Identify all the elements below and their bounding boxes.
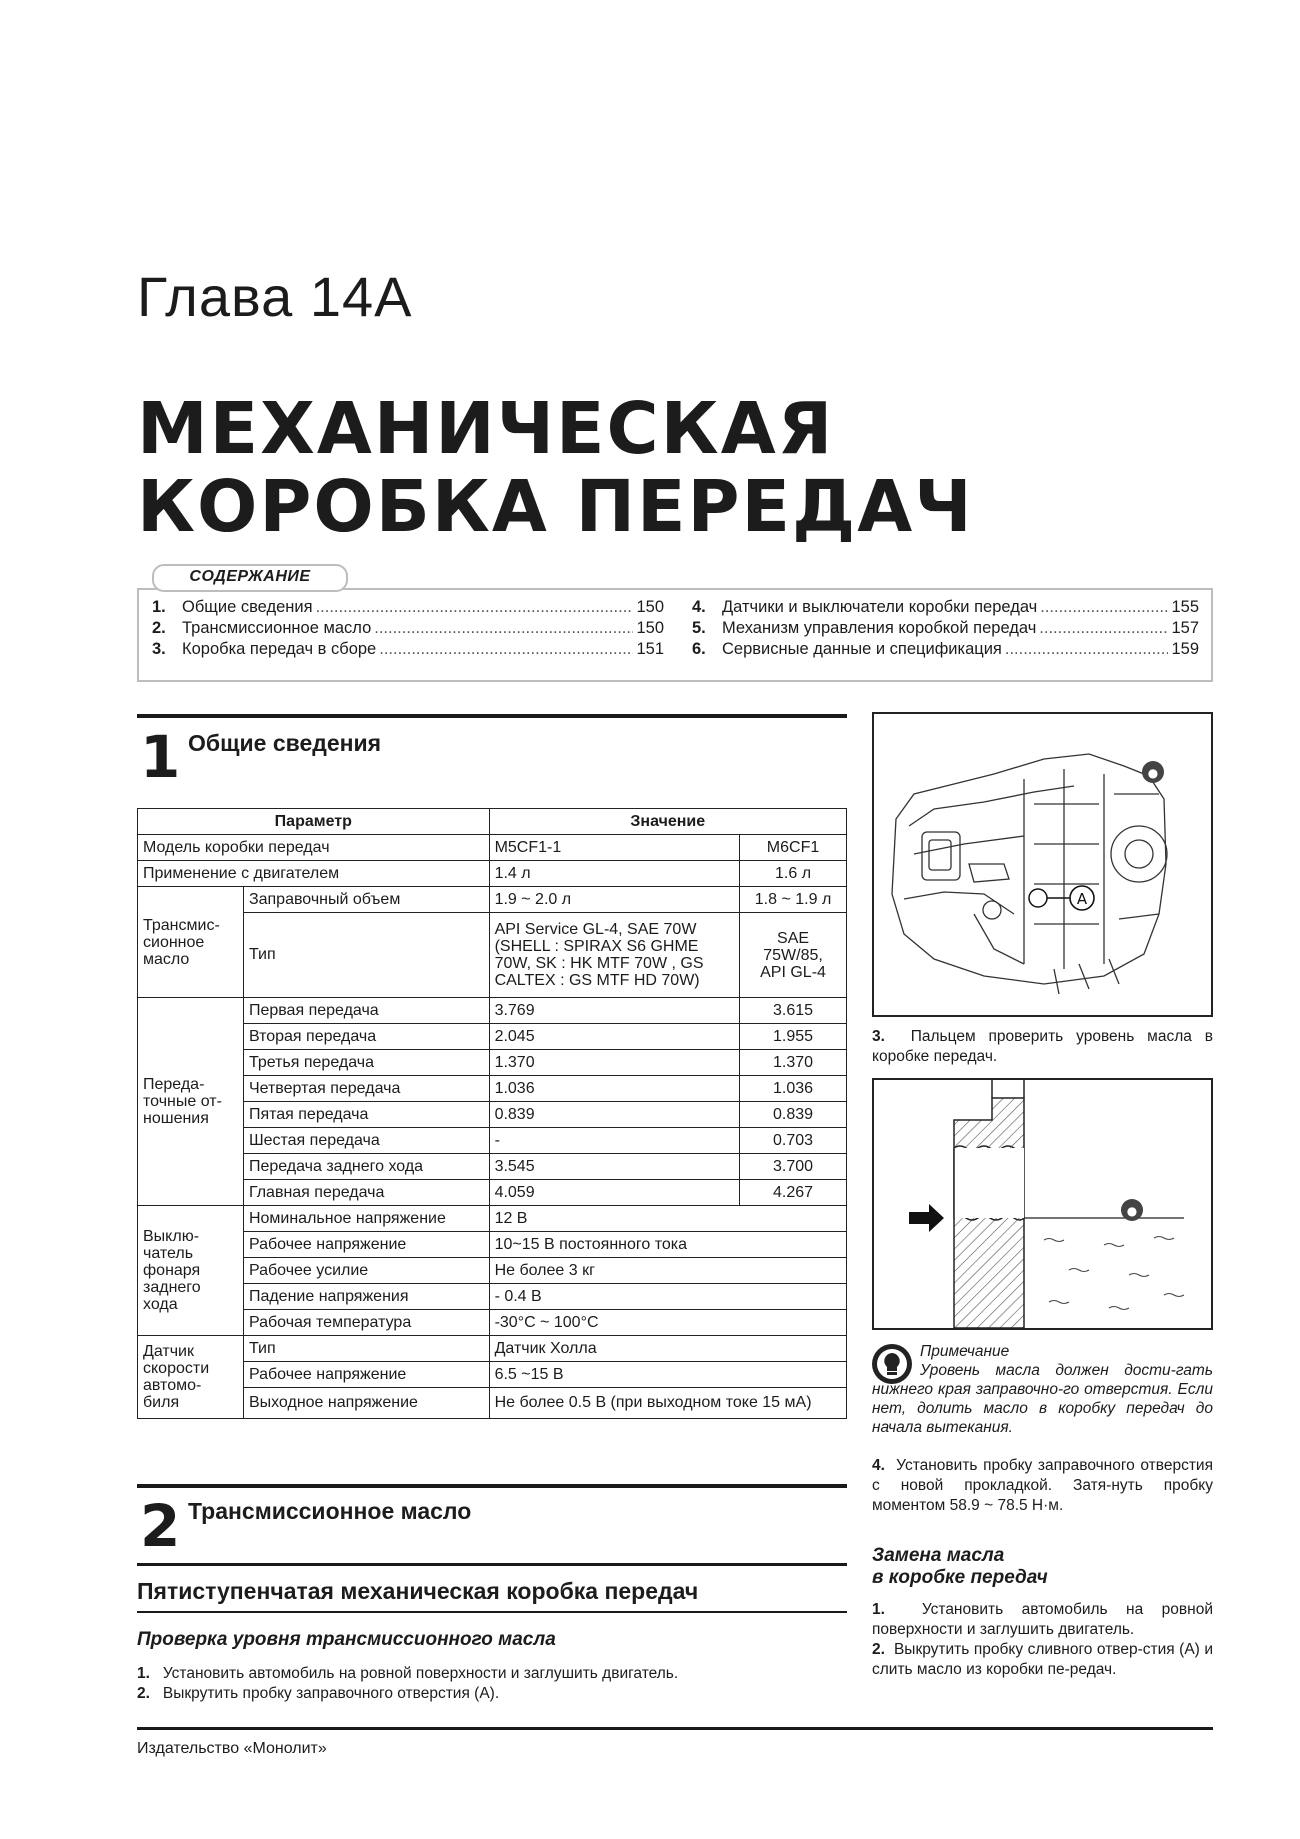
section-rule — [137, 714, 847, 718]
replace-heading: Замена масла в коробке передач — [872, 1545, 1048, 1588]
list-item: 2. Выкрутить пробку заправочного отверстия (А). — [137, 1685, 500, 1702]
table-header-row — [138, 809, 847, 835]
oil-level-illustration — [874, 1080, 1211, 1328]
group-label-ratios: Переда- точные от- ношения — [138, 998, 244, 1206]
table-row: Четвертая передача 1.036 1.036 — [138, 1076, 847, 1102]
contents-right-column — [692, 597, 1199, 660]
list-item: 2. Выкрутить пробку сливного отвер-стия (А) и слить масло из коробки пе-редач. — [872, 1641, 1213, 1678]
table-row: Передача заднего хода 3.545 3.700 — [138, 1154, 847, 1180]
table-row: Применение с двигателем 1.4 л 1.6 л — [138, 861, 847, 887]
table-row: Рабочее напряжение 10~15 В постоянного тока — [138, 1232, 847, 1258]
contents-item[interactable]: 2. Трансмиссионное масло ..... 150 — [152, 618, 664, 639]
contents-heading: СОДЕРЖАНИЕ — [152, 564, 348, 592]
table-row: Главная передача 4.059 4.267 — [138, 1180, 847, 1206]
note-text: Уровень масла должен дости-гать нижнего края заправочно-го отверстия. Если нет, долить масло в коробку передач до начала вытекания. — [872, 1362, 1213, 1436]
section-2-number: 2 — [140, 1492, 181, 1560]
subsection-underline — [137, 1611, 847, 1613]
table-row: Модель коробки передач M5CF1-1 M6CF1 — [138, 835, 847, 861]
gearbox-illustration — [874, 714, 1211, 1015]
table-row: Трансмис- сионное масло Заправочный объем 1.9 ~ 2.0 л 1.8 ~ 1.9 л — [138, 887, 847, 913]
list-item: 1. Установить автомобиль на ровной поверхности и заглушить двигатель. — [872, 1601, 1213, 1638]
contents-item[interactable]: 5. Механизм управления коробкой передач ..... 157 — [692, 618, 1199, 639]
table-row: Пятая передача 0.839 0.839 — [138, 1102, 847, 1128]
section-rule — [137, 1484, 847, 1488]
group-label-speed-sensor: Датчик скорости автомо- биля — [138, 1336, 244, 1419]
contents-item[interactable]: 6. Сервисные данные и спецификация ..... 159 — [692, 639, 1199, 660]
callout-a-label: A — [1076, 890, 1088, 908]
gearbox-figure — [872, 712, 1213, 1017]
section-1-number: 1 — [140, 723, 181, 791]
table-header-value: Значение — [489, 809, 846, 835]
table-header-param: Параметр — [138, 809, 490, 835]
page-title — [137, 387, 974, 548]
svg-text:●: ● — [1147, 766, 1159, 780]
contents-left-column — [152, 597, 664, 660]
table-row: Вторая передача 2.045 1.955 — [138, 1024, 847, 1050]
table-row: Рабочее напряжение 6.5 ~15 В — [138, 1362, 847, 1388]
title-line-2: КОРОБКА ПЕРЕДАЧ — [137, 465, 974, 548]
table-row: Тип API Service GL-4, SAE 70W (SHELL : SPIRAX S6 GHME 70W, SK : HK MTF 70W , GS CALTEX : GS MTF HD 70W) SAE 75W/85, API GL-4 — [138, 913, 847, 998]
table-row: Рабочее усилие Не более 3 кг — [138, 1258, 847, 1284]
footer-rule — [137, 1727, 1213, 1730]
replace-steps — [872, 1600, 1213, 1680]
table-row: Датчик скорости автомо- биля Тип Датчик Холла — [138, 1336, 847, 1362]
subsection-rule — [137, 1563, 847, 1566]
chapter-label: Глава 14А — [137, 265, 413, 328]
svg-text:●: ● — [1126, 1204, 1138, 1218]
contents-item[interactable]: 3. Коробка передач в сборе ..... 151 — [152, 639, 664, 660]
table-row: Рабочая температура -30°С ~ 100°С — [138, 1310, 847, 1336]
step-3: 3. Пальцем проверить уровень масла в коробке передач. — [872, 1028, 1213, 1065]
table-row: Шестая передача - 0.703 — [138, 1128, 847, 1154]
table-row: Третья передача 1.370 1.370 — [138, 1050, 847, 1076]
check-steps — [137, 1664, 847, 1704]
subsection-title: Пятиступенчатая механическая коробка передач — [137, 1578, 699, 1604]
title-line-1: МЕХАНИЧЕСКАЯ — [137, 387, 835, 470]
group-label-oil: Трансмис- сионное масло — [138, 887, 244, 998]
step-4: 4. Установить пробку заправочного отверстия с новой прокладкой. Затя-нуть пробку моментом 58.9 ~ 78.5 Н·м. — [872, 1457, 1213, 1514]
oil-level-figure — [872, 1078, 1213, 1330]
check-heading: Проверка уровня трансмиссионного масла — [137, 1629, 556, 1650]
group-label-reverse-switch: Выклю- чатель фонаря заднего хода — [138, 1206, 244, 1336]
table-row: Выходное напряжение Не более 0.5 В (при выходном токе 15 мА) — [138, 1388, 847, 1419]
list-item: 1. Установить автомобиль на ровной поверхности и заглушить двигатель. — [137, 1665, 679, 1682]
contents-item[interactable]: 4. Датчики и выключатели коробки передач ..... 155 — [692, 597, 1199, 618]
contents-item[interactable]: 1. Общие сведения ..... 150 — [152, 597, 664, 618]
table-row: Выклю- чатель фонаря заднего хода Номинальное напряжение 12 В — [138, 1206, 847, 1232]
section-1-title: Общие сведения — [188, 730, 382, 756]
publisher-footer: Издательство «Монолит» — [137, 1740, 327, 1757]
section-2-title: Трансмиссионное масло — [188, 1498, 472, 1524]
table-row: Переда- точные от- ношения Первая передача 3.769 3.615 — [138, 998, 847, 1024]
spec-table — [137, 808, 847, 1419]
note-title: Примечание — [920, 1343, 1010, 1360]
table-row: Падение напряжения - 0.4 В — [138, 1284, 847, 1310]
